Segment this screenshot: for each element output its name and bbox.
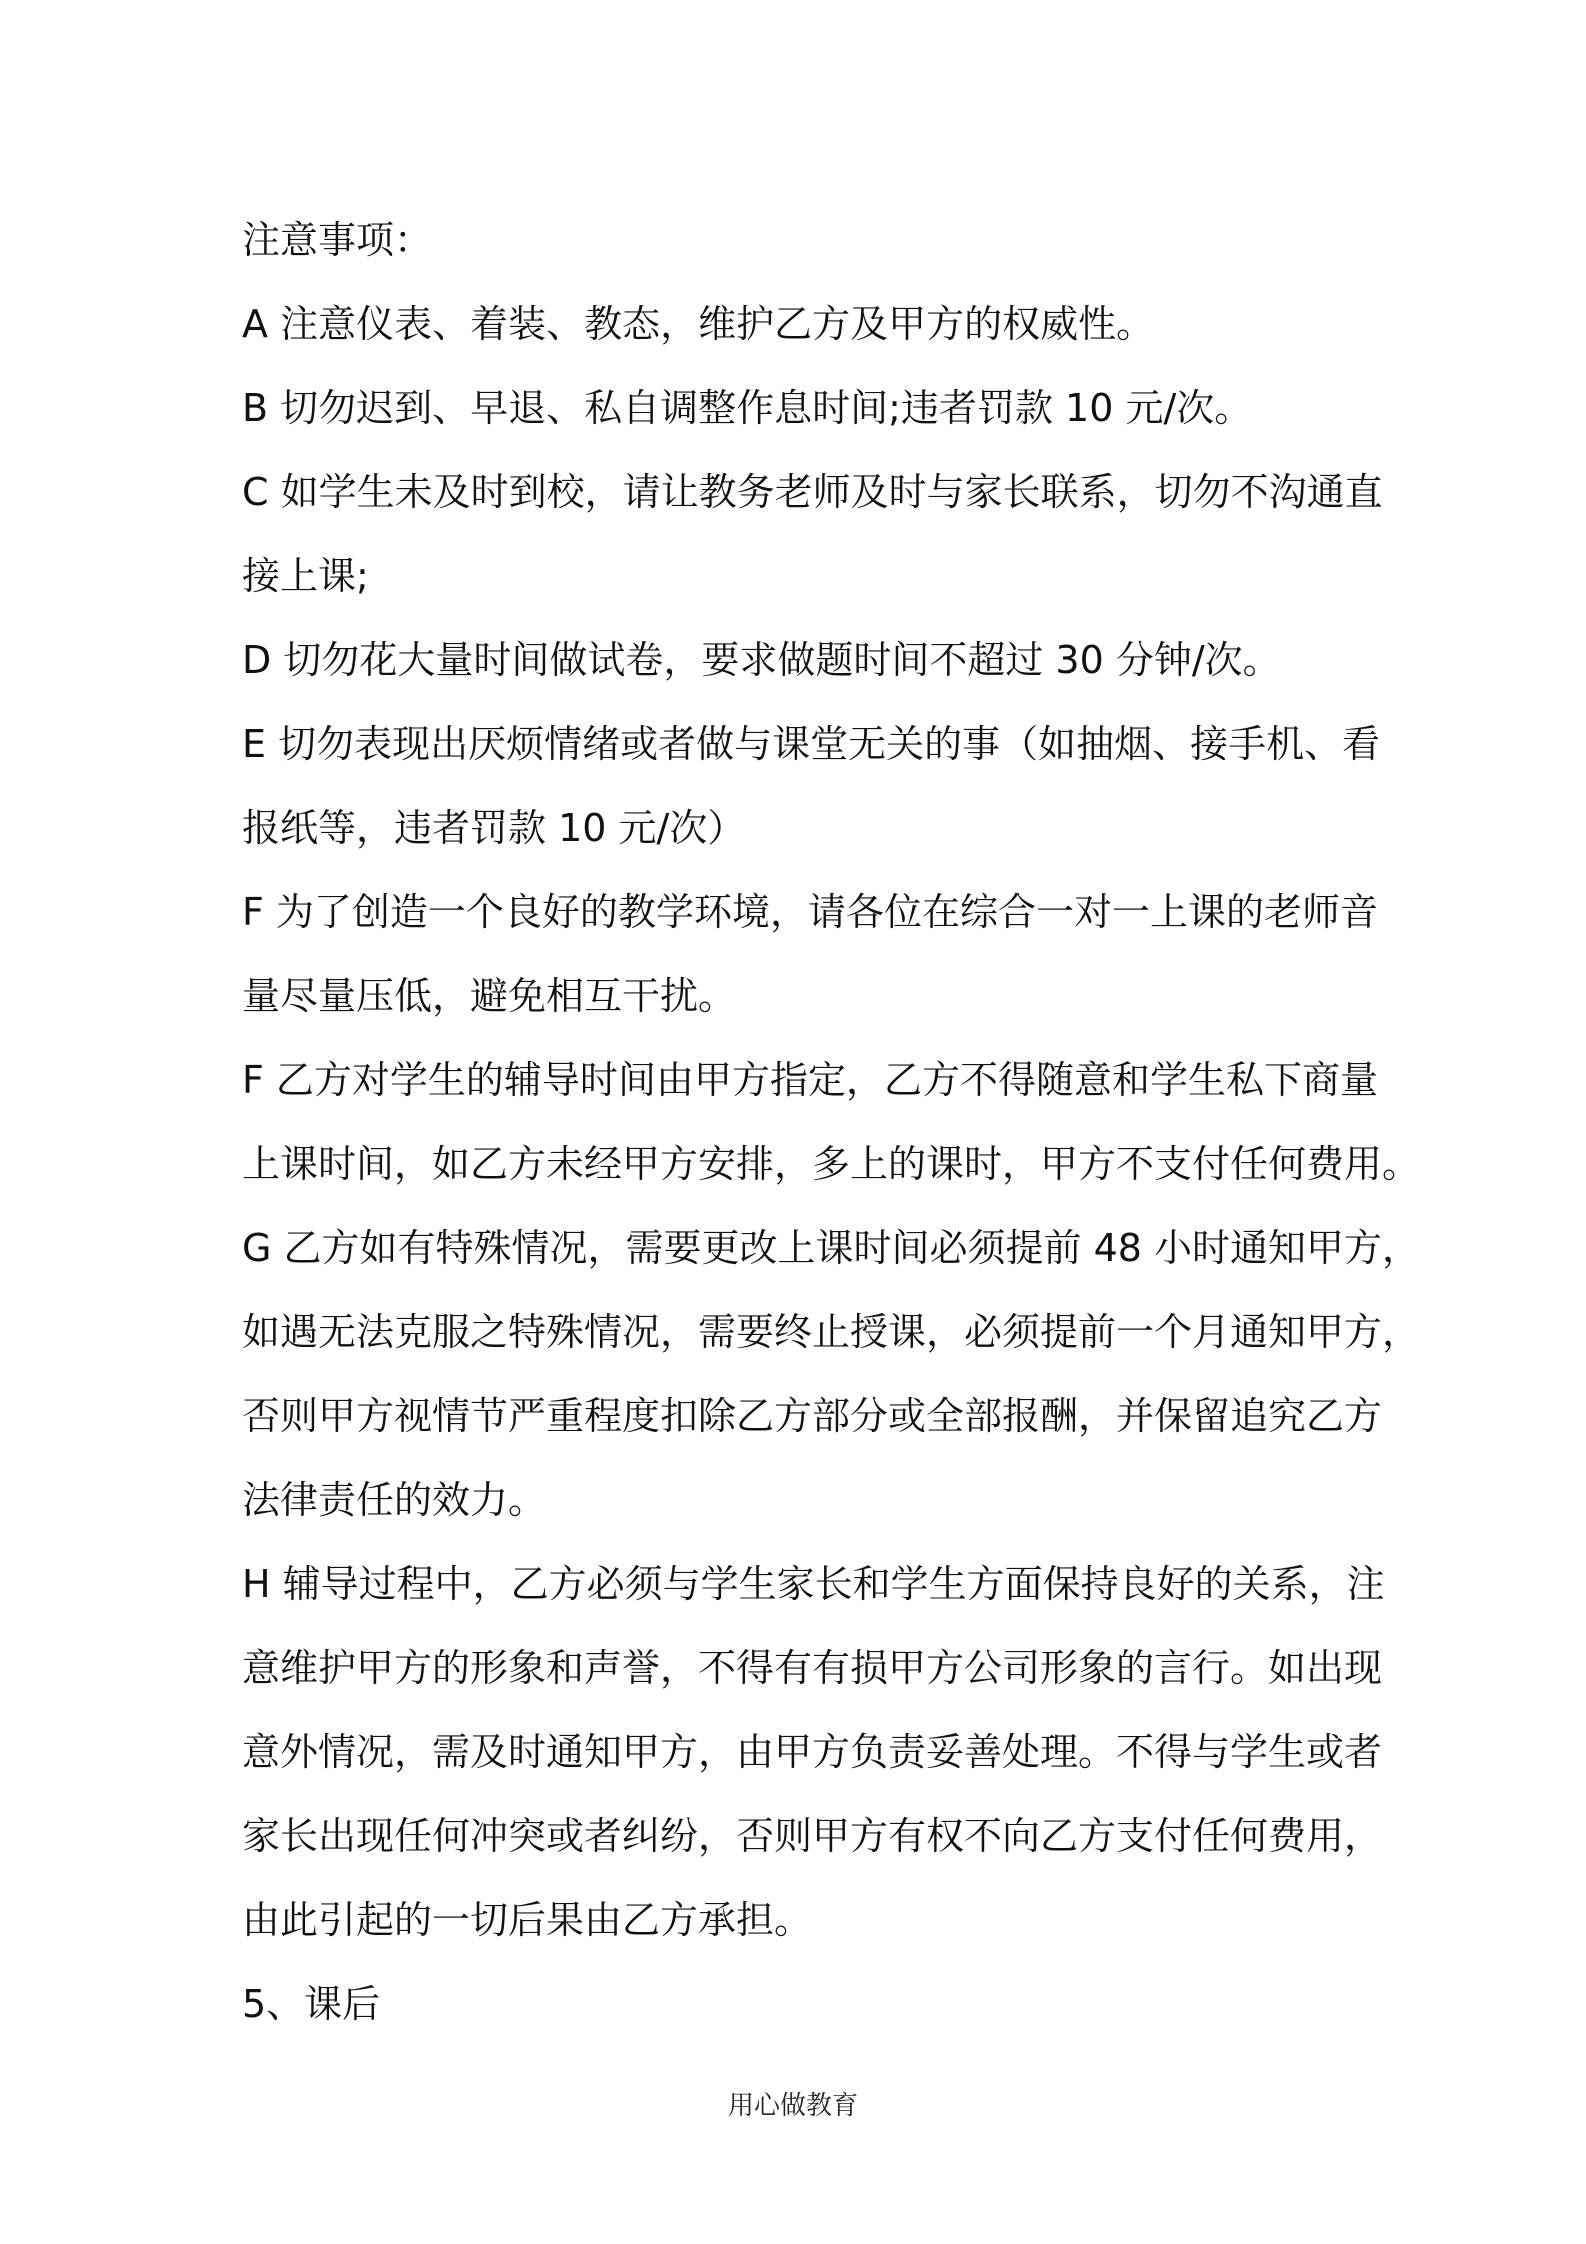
note-e-line-2: 报纸等，违者罚款 10 元/次） [242,806,746,850]
note-h-line-3: 意外情况，需及时通知甲方，由甲方负责妥善处理。不得与学生或者 [242,1730,1383,1774]
note-h-line-5: 由此引起的一切后果由乙方承担。 [242,1898,813,1942]
note-f2-line-1: F 乙方对学生的辅导时间由甲方指定，乙方不得随意和学生私下商量 [242,1058,1378,1102]
note-b-line-1: B 切勿迟到、早退、私自调整作息时间;违者罚款 10 元/次。 [242,386,1253,430]
note-g-line-1: G 乙方如有特殊情况，需要更改上课时间必须提前 48 小时通知甲方， [242,1226,1421,1270]
note-e-line-1: E 切勿表现出厌烦情绪或者做与课堂无关的事（如抽烟、接手机、看 [242,722,1381,766]
note-h-line-1: H 辅导过程中，乙方必须与学生家长和学生方面保持良好的关系，注 [242,1562,1385,1606]
note-c-line-1: C 如学生未及时到校，请让教务老师及时与家长联系，切勿不沟通直 [242,470,1383,514]
section-heading-notes: 注意事项： [242,218,433,262]
note-g-line-2: 如遇无法克服之特殊情况，需要终止授课，必须提前一个月通知甲方， [242,1310,1421,1354]
document-body [242,198,1421,2046]
note-f2-line-2: 上课时间，如乙方未经甲方安排，多上的课时，甲方不支付任何费用。 [242,1142,1421,1186]
note-g-line-3: 否则甲方视情节严重程度扣除乙方部分或全部报酬，并保留追究乙方 [242,1394,1383,1438]
note-f-line-2: 量尽量压低，避免相互干扰。 [242,974,737,1018]
section-heading-after-class: 5、课后 [242,1982,381,2026]
note-h-line-2: 意维护甲方的形象和声誉，不得有有损甲方公司形象的言行。如出现 [242,1646,1383,1690]
note-h-line-4: 家长出现任何冲突或者纠纷，否则甲方有权不向乙方支付任何费用， [242,1814,1383,1858]
note-g-line-4: 法律责任的效力。 [242,1478,547,1522]
note-d-line-1: D 切勿花大量时间做试卷，要求做题时间不超过 30 分钟/次。 [242,638,1281,682]
note-f-line-1: F 为了创造一个良好的教学环境，请各位在综合一对一上课的老师音 [242,890,1378,934]
note-c-line-2: 接上课; [242,554,369,598]
note-a-line-1: A 注意仪表、着装、教态，维护乙方及甲方的权威性。 [242,302,1155,346]
page-footer: 用心做教育 [727,2091,858,2121]
